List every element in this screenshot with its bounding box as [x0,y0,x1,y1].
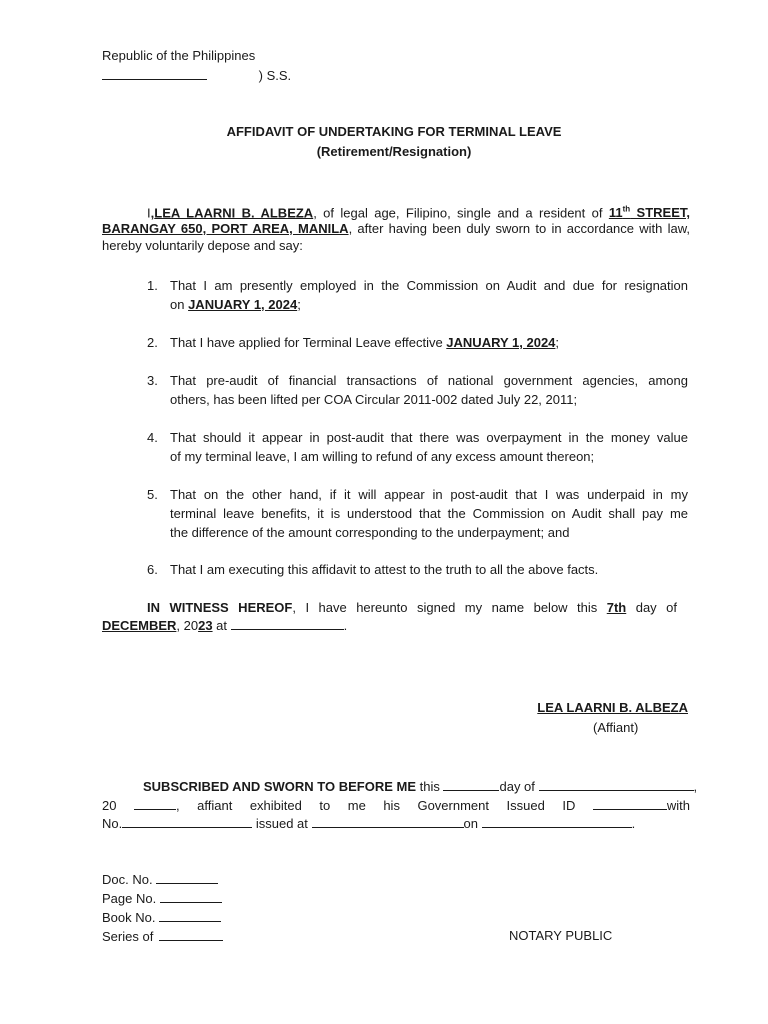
jurat-line-3: No. issued at on . [102,816,636,831]
street-address: 11th STREET, [608,205,690,221]
intro-line-2: BARANGAY 650, PORT AREA, MANILA, after having been duly sworn to in accordance with law, [102,221,690,236]
venue-line [102,67,291,83]
jurat-line-1: SUBSCRIBED AND SWORN TO BEFORE ME this day of , [143,779,698,794]
affiant-signature-name: LEA LAARNI B. ALBEZA [537,700,688,715]
leave-effective-date: JANUARY 1, 2024 [446,335,556,350]
book-no-field: Book No. [102,909,221,925]
doc-no-field: Doc. No. [102,871,218,887]
page-no-field: Page No. [102,890,222,906]
affiant-role: (Affiant) [593,720,639,735]
signing-day: 7th [606,600,627,615]
ss-label: ) S.S. [258,68,292,83]
signing-month: DECEMBER [102,618,177,633]
notary-public-label: NOTARY PUBLIC [509,928,613,943]
barangay-address: BARANGAY 650, PORT AREA, MANILA [102,221,349,236]
resignation-date: JANUARY 1, 2024 [188,297,298,312]
venue-blank [102,67,207,80]
jurat-line-2: 20 , affiant exhibited to me his Government Issued ID with [102,798,690,813]
series-field: Series of [102,928,223,944]
intro-line-1: I,LEA LAARNI B. ALBEZA, of legal age, Filipino, single and a resident of 11th STREET, [147,205,690,221]
signing-year: 23 [198,618,213,633]
witness-line-2: DECEMBER, 2023 at . [102,618,348,633]
affiant-name: LEA LAARNI B. ALBEZA [154,205,314,221]
country-label: Republic of the Philippines [102,48,256,63]
place-blank [231,617,344,630]
witness-line-1: IN WITNESS HEREOF, I have hereunto signed my name below this 7th day of [147,600,678,615]
document-subtitle: (Retirement/Resignation) [316,144,472,159]
intro-line-3: hereby voluntarily depose and say: [102,238,303,253]
document-title: AFFIDAVIT OF UNDERTAKING FOR TERMINAL LEAVE [226,124,562,139]
